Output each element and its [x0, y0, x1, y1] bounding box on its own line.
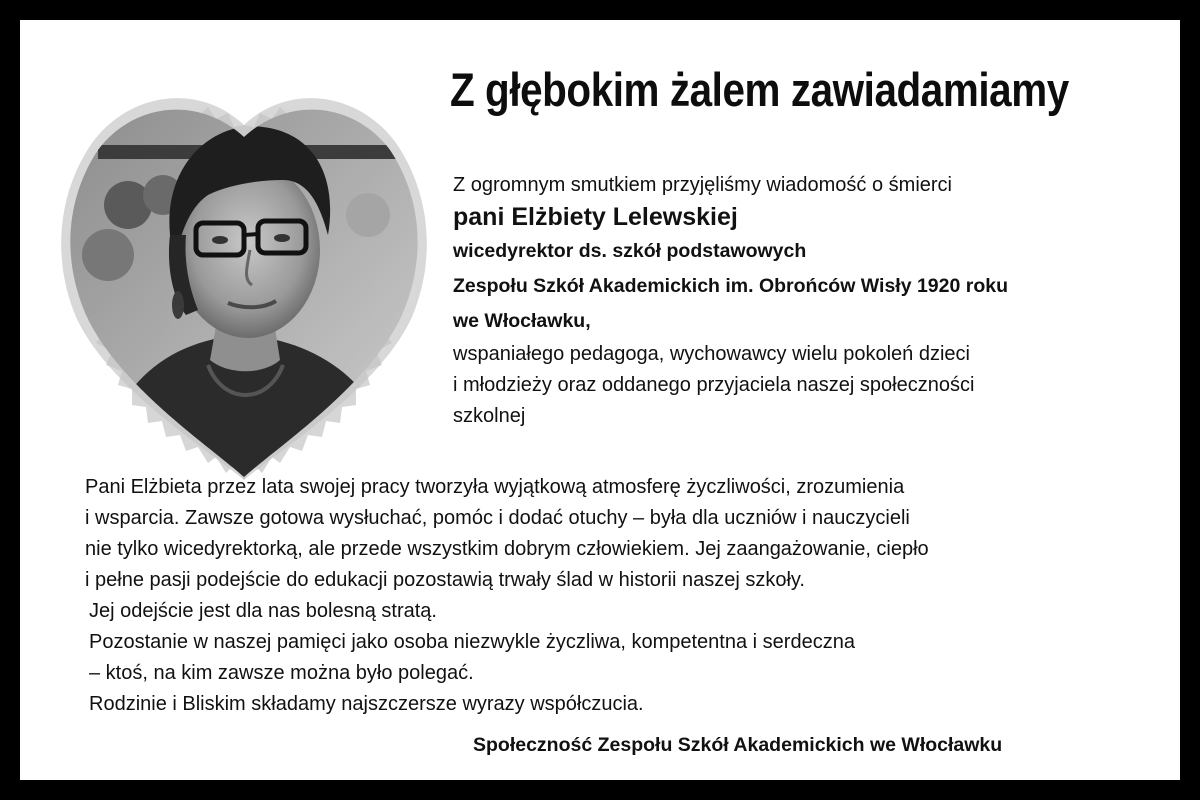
tribute-line: Pozostanie w naszej pamięci jako osoba niezwykle życzliwa, kompetentna i serdeczna — [89, 631, 855, 653]
school-name: Zespołu Szkół Akademickich im. Obrońców Wisły 1920 roku — [453, 275, 1009, 297]
tribute-line: nie tylko wicedyrektorką, ale przede wszystkim dobrym człowiekiem. Jej zaangażowanie, ciepło — [85, 538, 929, 560]
deceased-name: pani Elżbiety Lelewskiej — [453, 203, 738, 231]
tribute-text — [85, 472, 1135, 720]
description-line: i młodzieży oraz oddanego przyjaciela naszej społeczności — [453, 374, 975, 396]
tribute-line: Rodzinie i Bliskim składamy najszczersze wyrazy współczucia. — [89, 693, 644, 715]
tribute-line: Jej odejście jest dla nas bolesną stratą. — [89, 600, 437, 622]
description-line: szkolnej — [453, 405, 526, 427]
intro-block — [453, 170, 1153, 432]
school-city: we Włocławku, — [453, 310, 591, 332]
headline: Z głębokim żalem zawiadamiamy — [450, 63, 1069, 116]
tribute-line: i pełne pasji podejście do edukacji pozostawią trwały ślad w historii naszej szkoły. — [85, 569, 805, 591]
tribute-line: – ktoś, na kim zawsze można było polegać. — [89, 662, 474, 684]
tribute-line: Pani Elżbieta przez lata swojej pracy tworzyła wyjątkową atmosferę życzliwości, zrozumienia — [85, 476, 905, 498]
description-line: wspaniałego pedagoga, wychowawcy wielu pokoleń dzieci — [453, 343, 970, 365]
deceased-role: wicedyrektor ds. szkół podstawowych — [453, 240, 807, 262]
signature: Społeczność Zespołu Szkół Akademickich we Włocławku — [473, 734, 1003, 756]
intro-line: Z ogromnym smutkiem przyjęliśmy wiadomość o śmierci — [453, 174, 952, 196]
tribute-line: i wsparcia. Zawsze gotowa wysłuchać, pomóc i dodać otuchy – była dla uczniów i nauczycieli — [85, 507, 910, 529]
heart-portrait-photo — [58, 85, 430, 480]
